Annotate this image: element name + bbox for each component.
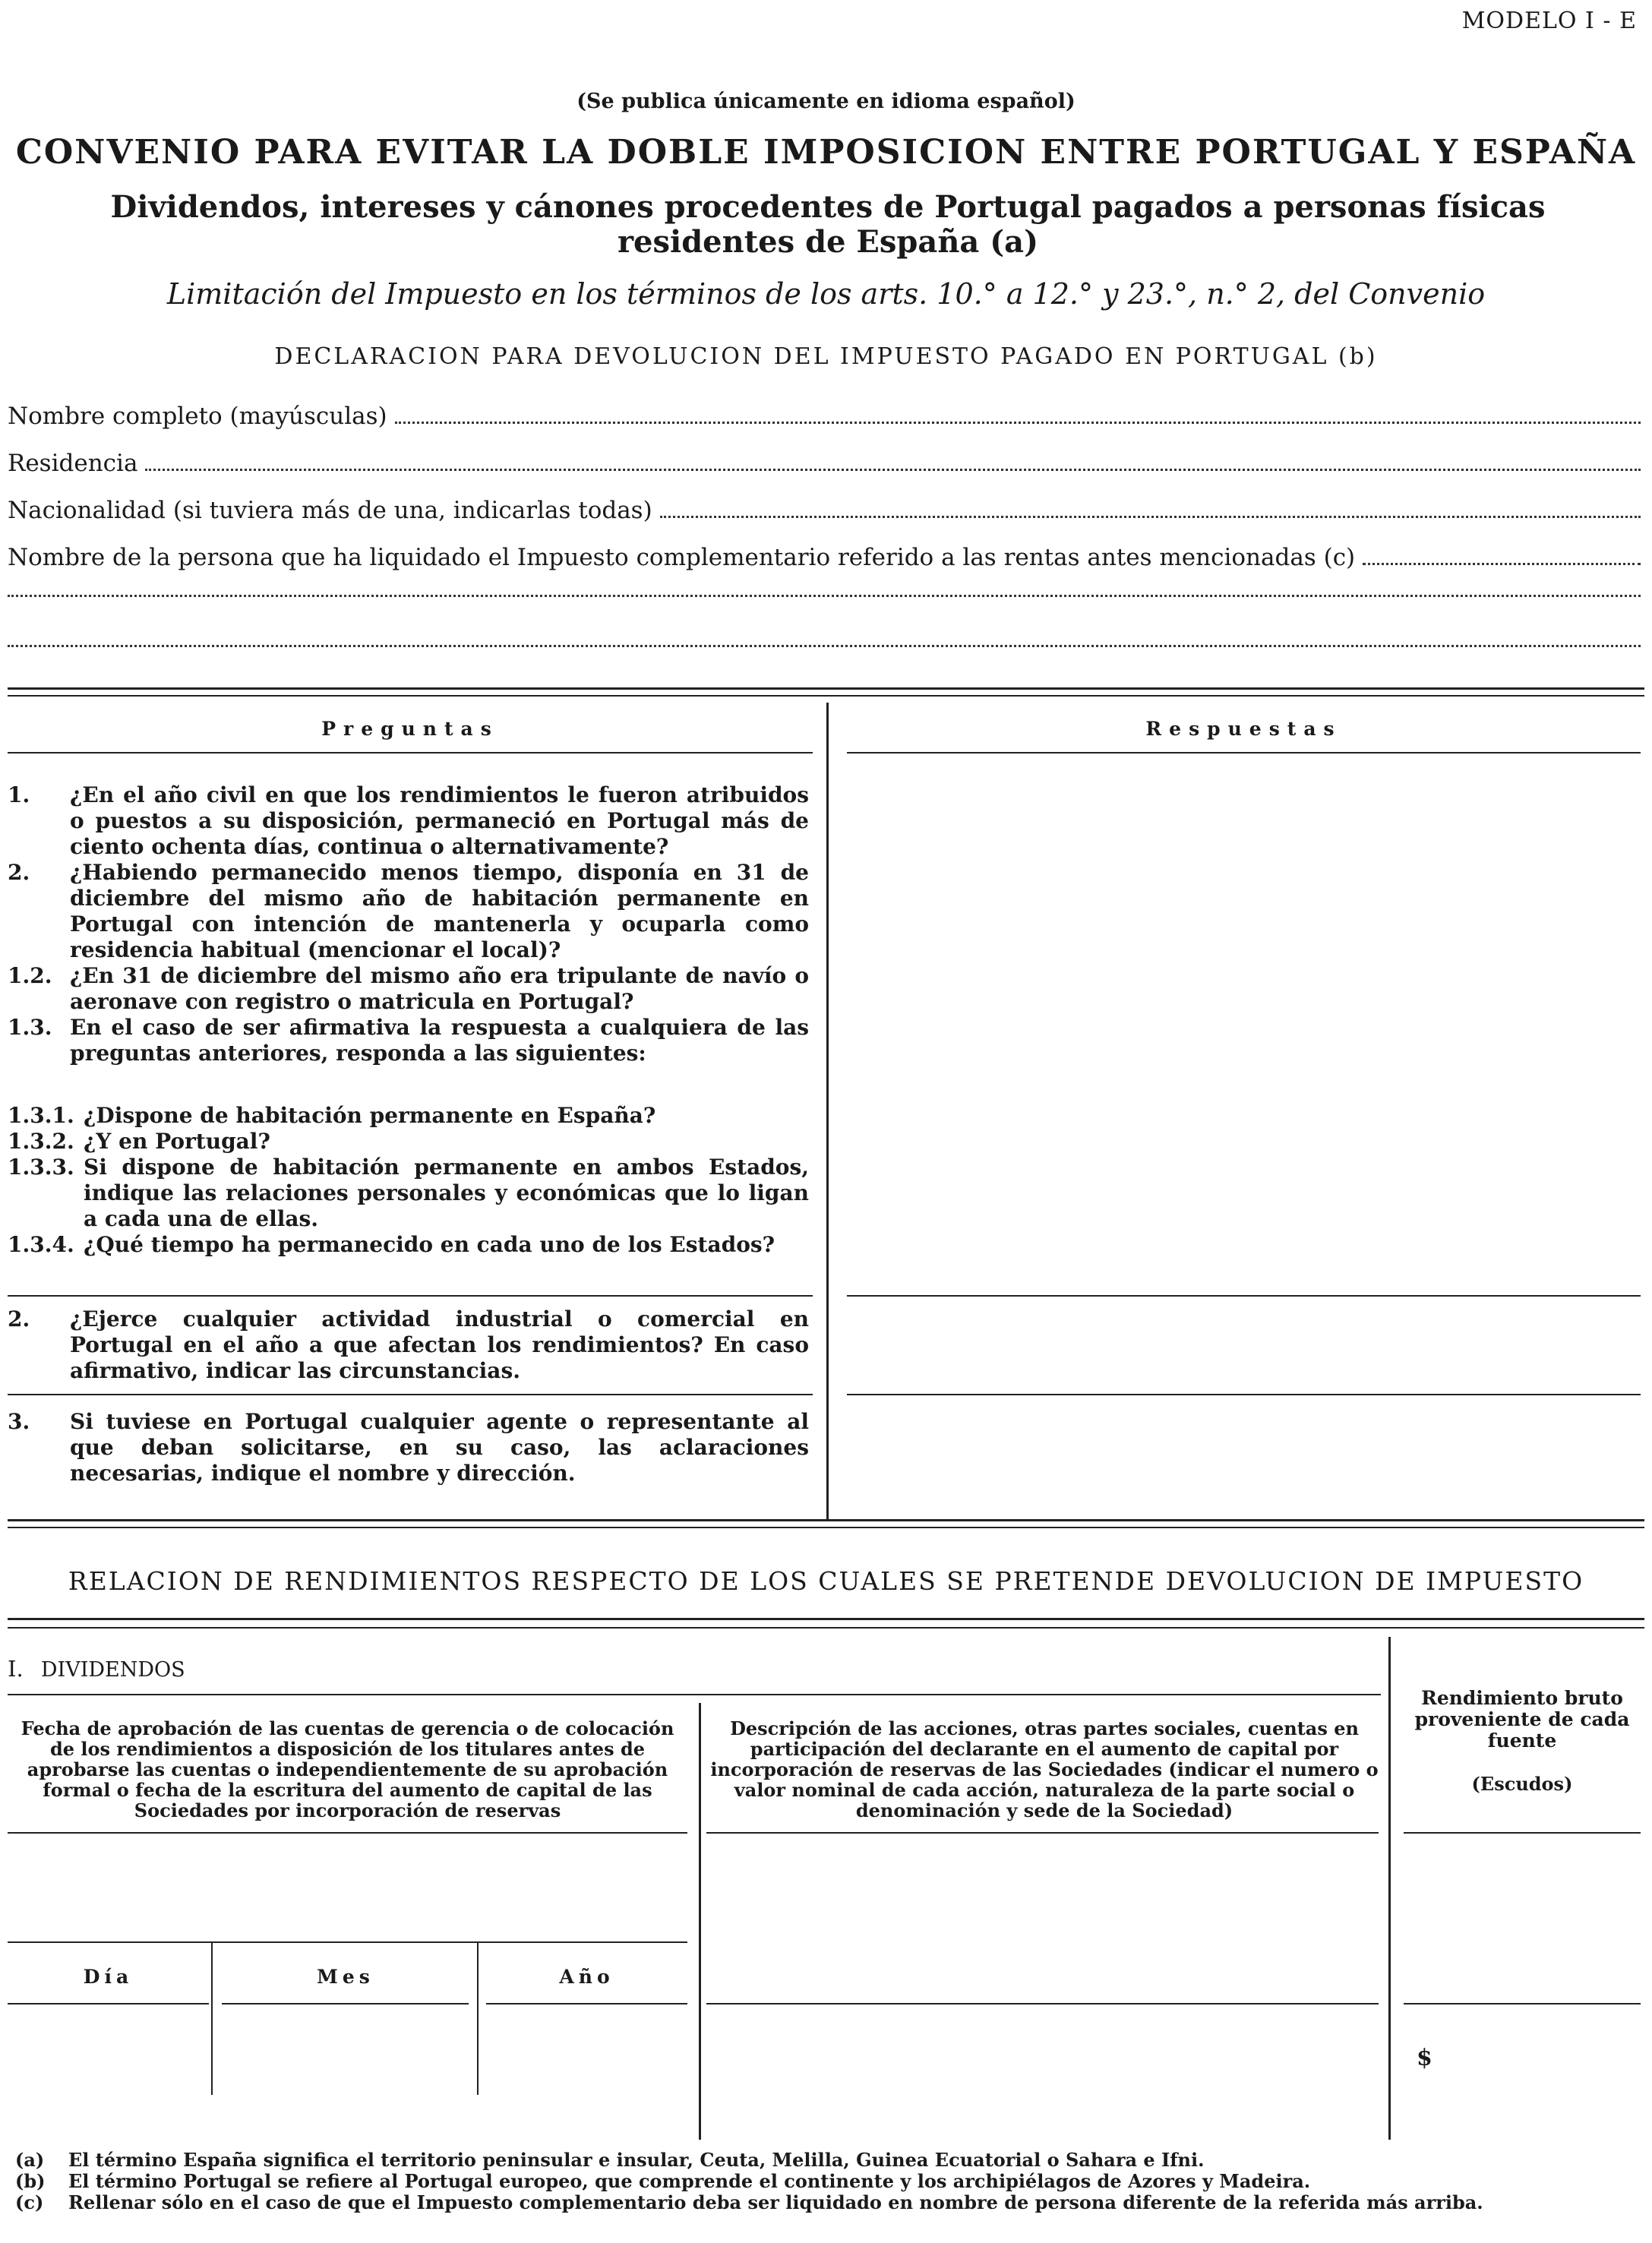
row-divider [8,1394,813,1395]
extra-line-2[interactable] [8,644,1641,652]
currency-sign: $ [1417,2045,1432,2071]
day-header: Día [83,1966,134,1988]
divider [8,1941,687,1943]
question-text: Si dispone de habitación permanente en ambos Estados, indique las relaciones personales y económicas que lo ligan a cada una de ellas. [84,1155,809,1231]
answers-header: Respuestas [1145,718,1342,740]
dividends-number: I. [8,1656,24,1682]
divider [8,752,813,753]
question-1 [8,782,809,860]
page-title: CONVENIO PARA EVITAR LA DOBLE IMPOSICION ENTRE PORTUGAL Y ESPAÑA [15,133,1637,172]
divider [847,752,1641,753]
gross-income-column-header: Rendimiento bruto proveniente de cada fuente [1414,1687,1630,1752]
name-field[interactable] [8,403,1641,430]
question-text: Si tuviese en Portugal cualquier agente o representante al que deban solicitarse, en su caso, las aclaraciones necesarias, indique el nombre y dirección. [70,1409,809,1486]
footnote-key: (c) [15,2191,44,2213]
blank-input-line[interactable] [8,644,1641,647]
footnote-b [15,2171,1641,2192]
footnote-text: Rellenar sólo en el caso de que el Impuesto complementario deba ser liquidado en nombre de persona diferente de la referida más arriba. [68,2191,1483,2213]
language-note: (Se publica únicamente en idioma español) [576,90,1076,113]
question-1-3-1 [8,1103,809,1129]
row-divider [847,1394,1641,1395]
divider [1404,2003,1641,2004]
question-number: 1.2. [8,963,52,988]
question-text: ¿Habiendo permanecido menos tiempo, disponía en 31 de diciembre del mismo año de habitación permanente en Portugal con intención de mantenerla y ocuparla como residencia habitual (mencionar el local)? [70,860,809,962]
question-text: En el caso de ser afirmativa la respuesta a cualquiera de las preguntas anteriores, responda a las siguientes: [70,1015,809,1066]
answer-area-1[interactable] [847,760,1641,1291]
liquidator-input-line[interactable] [1363,562,1641,565]
question-text: ¿En 31 de diciembre del mismo año era tripulante de navío o aeronave con registro o matricula en Portugal? [70,963,809,1014]
name-label: Nombre completo (mayúsculas) [8,403,387,430]
question-3 [8,1409,809,1486]
column-divider [826,703,829,1519]
limitation-line: Limitación del Impuesto en los términos de los arts. 10.° a 12.° y 23.°, n.° 2, del Convenio [166,277,1486,311]
nationality-label: Nacionalidad (si tuviera más de una, indicarlas todas) [8,497,652,524]
residence-field[interactable] [8,450,1641,477]
column-divider [699,1703,701,2140]
column-divider [1388,1637,1391,2140]
answer-area-2[interactable] [847,1299,1641,1390]
questions-block-1 [8,782,809,1066]
month-input[interactable] [222,2007,472,2136]
month-header: Mes [317,1966,374,1988]
question-1-3-2 [8,1129,809,1155]
divider [706,1832,1379,1834]
question-number: 2. [8,860,30,885]
residence-input-line[interactable] [145,468,1641,471]
question-number: 1.3. [8,1015,52,1040]
footnote-text: El término Portugal se refiere al Portugal europeo, que comprende el continente y los archipiélagos de Azores y Madeira. [68,2170,1311,2192]
divider [1404,1832,1641,1834]
question-1-2 [8,963,809,1015]
question-2b [8,1306,809,1384]
question-number: 2. [8,1306,30,1332]
question-2 [8,860,809,963]
divider [222,2003,469,2004]
liquidator-field[interactable] [8,544,1641,571]
footnote-a [15,2150,1641,2171]
divider [8,695,1644,697]
day-divider [211,1943,213,2095]
day-input[interactable] [9,2007,207,2136]
question-number: 1.3.4. [8,1232,74,1257]
question-1-3-3 [8,1155,809,1232]
dividends-heading [8,1656,185,1682]
answer-area-3[interactable] [847,1398,1641,1512]
year-input[interactable] [488,2007,693,2136]
question-1-3 [8,1015,809,1066]
footnote-text: El término España significa el territorio peninsular e insular, Ceuta, Melilla, Guinea Ecuatorial o Sahara e Ifni. [68,2149,1205,2171]
divider [486,2003,687,2004]
nationality-input-line[interactable] [660,515,1641,518]
date-column-header: Fecha de aprobación de las cuentas de gerencia o de colocación de los rendimientos a disposición de los titulares antes de aprobarse las cuentas o independientemente de su aprobación formal o fecha de la escritura del aumento de capital de las Sociedades por incorporación de reservas [21,1717,674,1821]
question-number: 1. [8,782,30,807]
question-1-3-4 [8,1232,809,1258]
blank-input-line[interactable] [8,594,1641,597]
question-number: 1.3.1. [8,1103,74,1128]
month-divider [477,1943,479,2095]
question-text: ¿Qué tiempo ha permanecido en cada uno de los Estados? [84,1232,775,1257]
dividends-label: DIVIDENDOS [40,1658,185,1682]
footnotes [15,2150,1641,2213]
page-subtitle: Dividendos, intereses y cánones procedentes de Portugal pagados a personas físicas residentes de España (a) [110,189,1546,260]
year-header: Año [559,1966,614,1988]
questions-block-2 [8,1103,809,1258]
description-column-header: Descripción de las acciones, otras partes sociales, cuentas en participación del declarante en el aumento de capital por incorporación de reservas de las Sociedades (indicar el numero o valor nominal de cada acción, naturaleza de la parte social o denominación y sede de la Sociedad) [710,1717,1379,1821]
footnote-c [15,2192,1641,2213]
residence-label: Residencia [8,450,138,477]
divider [8,1527,1644,1528]
divider [8,687,1644,690]
question-text: ¿En el año civil en que los rendimientos le fueron atribuidos o puestos a su disposición, permaneció en Portugal más de ciento ochenta días, continua o alternativamente? [70,782,809,859]
questions-header: Preguntas [321,718,499,740]
liquidator-label: Nombre de la persona que ha liquidado el Impuesto complementario referido a las rentas antes mencionadas (c) [8,544,1356,571]
footnote-key: (a) [15,2149,45,2171]
nationality-field[interactable] [8,497,1641,524]
divider [8,1627,1644,1629]
extra-line-1[interactable] [8,594,1641,602]
divider [8,1832,687,1834]
question-text: ¿Y en Portugal? [84,1129,270,1154]
divider [8,1618,1644,1620]
declaration-heading: DECLARACION PARA DEVOLUCION DEL IMPUESTO PAGADO EN PORTUGAL (b) [274,343,1378,370]
gross-income-input[interactable] [1405,2007,1641,2136]
model-code: MODELO I - E [1461,8,1637,34]
question-text: ¿Ejerce cualquier actividad industrial o comercial en Portugal en el año a que afectan los rendimientos? En caso afirmativo, indicar las circunstancias. [70,1306,809,1383]
currency-unit: (Escudos) [1471,1773,1573,1795]
question-text: ¿Dispone de habitación permanente en España? [84,1103,656,1128]
description-input[interactable] [708,2007,1380,2136]
name-input-line[interactable] [395,421,1641,424]
divider [8,2003,209,2004]
questions-block-3 [8,1306,809,1384]
question-number: 1.3.3. [8,1155,74,1180]
relation-title: RELACION DE RENDIMIENTOS RESPECTO DE LOS CUALES SE PRETENDE DEVOLUCION DE IMPUESTO [68,1566,1584,1596]
divider [706,2003,1379,2004]
question-number: 1.3.2. [8,1129,74,1154]
row-divider [8,1295,813,1297]
divider [8,1519,1644,1521]
divider [8,1694,1381,1695]
question-number: 3. [8,1409,30,1434]
footnote-key: (b) [15,2170,46,2192]
questions-block-4 [8,1409,809,1486]
row-divider [847,1295,1641,1297]
